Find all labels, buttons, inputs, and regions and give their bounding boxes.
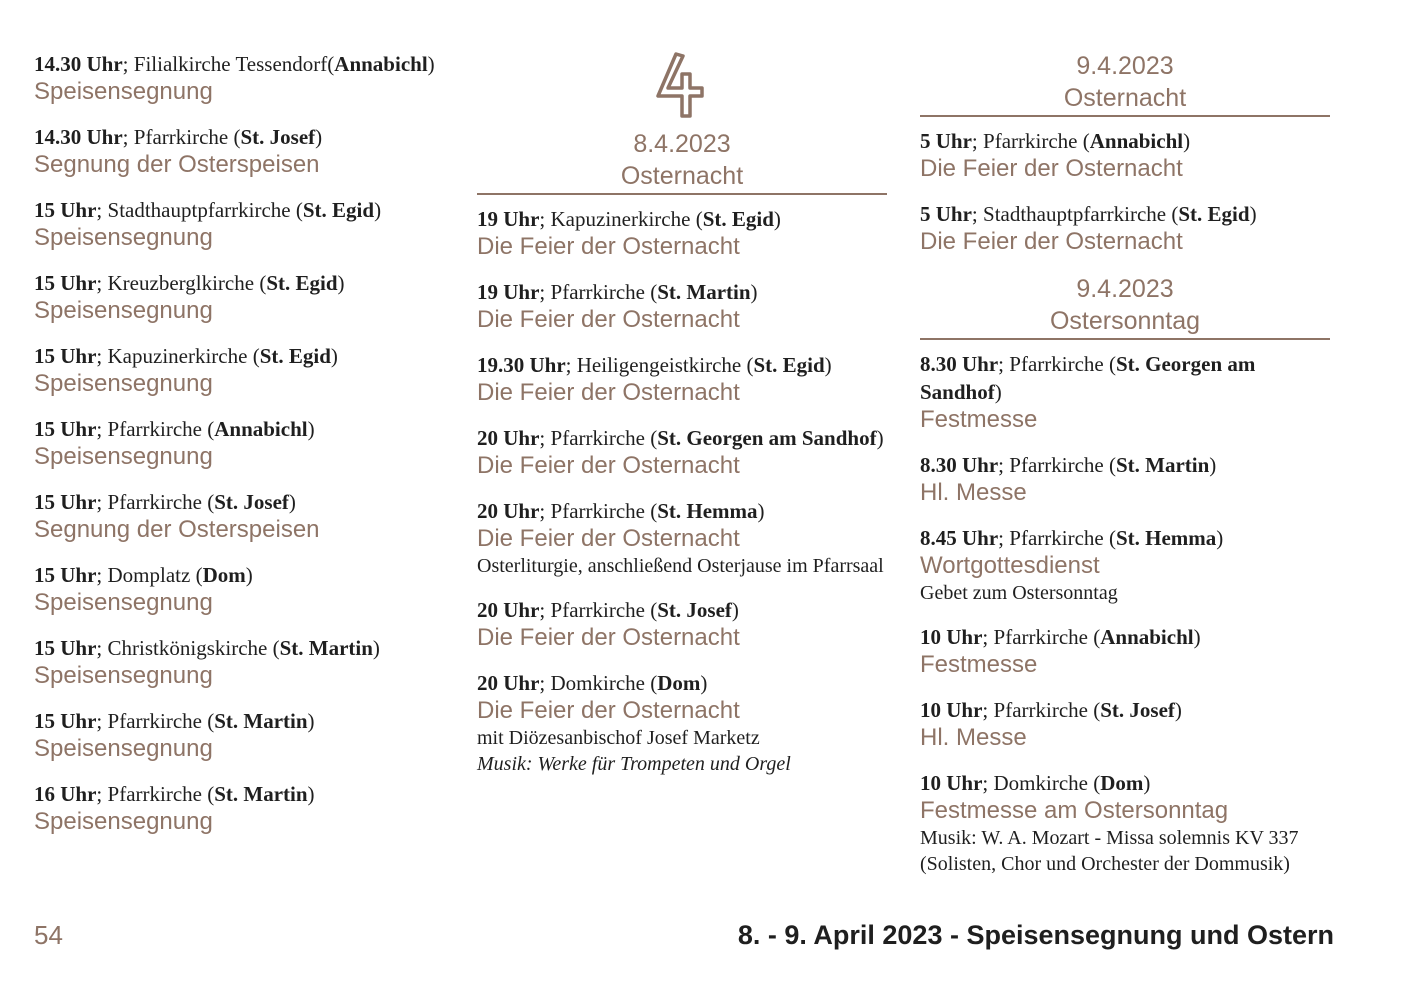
entry-separator: ; <box>122 125 134 149</box>
entry-parish: St. Martin <box>1115 453 1210 477</box>
entry-separator: ; <box>96 636 108 660</box>
entry-time: 15 Uhr <box>34 563 97 587</box>
entry-place: Pfarrkirche <box>550 499 651 523</box>
entry-parish-open: ( <box>252 344 260 368</box>
entry-parish-close: ) <box>1143 771 1151 795</box>
entry-parish-open: ( <box>295 198 303 222</box>
entry-parish: St. Georgen am Sandhof <box>920 352 1256 404</box>
entry-title: Segnung der Osterspeisen <box>34 516 320 543</box>
entry-parish-open: ( <box>746 353 754 377</box>
entry-separator: ; <box>971 129 984 153</box>
entry-parish-open: ( <box>272 636 280 660</box>
entry-info-line <box>34 342 444 370</box>
entry-parish: St. Martin <box>214 709 308 733</box>
entry-parish-open: ( <box>650 499 658 523</box>
entry-parish-close: ) <box>824 353 832 377</box>
entry-parish-open: ( <box>233 125 241 149</box>
entry-parish-close: ) <box>337 271 345 295</box>
entry-title: Speisensegnung <box>34 224 213 251</box>
entry-time: 14.30 Uhr <box>34 52 123 76</box>
entry-parish-close: ) <box>372 636 380 660</box>
entry-title: Die Feier der Osternacht <box>920 155 1183 182</box>
entry-info-line <box>34 707 444 735</box>
schedule-entry <box>920 623 1330 679</box>
entry-time: 19 Uhr <box>477 207 540 231</box>
entry-parish-open: ( <box>327 52 335 76</box>
entry-time: 20 Uhr <box>477 499 540 523</box>
heading-label: Ostersonntag <box>1049 307 1201 335</box>
entry-parish-open: ( <box>1093 771 1101 795</box>
entry-parish: St. Josef <box>214 490 289 514</box>
entry-parish-open: ( <box>259 271 267 295</box>
entry-title: Die Feier der Osternacht <box>477 525 740 552</box>
schedule-entry <box>920 127 1330 183</box>
entry-parish-open: ( <box>207 417 215 441</box>
schedule-entry <box>920 524 1330 606</box>
entry-info-line <box>477 497 887 525</box>
entry-place: Pfarrkirche <box>550 598 651 622</box>
entry-title: Segnung der Osterspeisen <box>34 151 320 178</box>
schedule-entry <box>920 200 1330 256</box>
entry-info-line <box>920 200 1330 228</box>
entry-time: 15 Uhr <box>34 417 97 441</box>
entry-parish-close: ) <box>307 782 315 806</box>
entry-parish-close: ) <box>307 709 315 733</box>
entry-place: Domkirche <box>550 671 651 695</box>
entry-title: Speisensegnung <box>34 589 213 616</box>
entry-place: Filialkirche Tessendorf <box>133 52 328 76</box>
entry-parish: St. Josef <box>657 598 732 622</box>
entry-parish: St. Egid <box>753 353 825 377</box>
cross-4-icon <box>652 50 712 122</box>
entry-time: 20 Uhr <box>477 671 540 695</box>
entry-note: Musik: W. A. Mozart - Missa solemnis KV 337 (Solisten, Chor und Orchester der Dommusik) <box>920 827 1299 875</box>
entry-info-line <box>34 196 444 224</box>
entry-place: Pfarrkirche <box>1009 352 1109 376</box>
entry-title: Speisensegnung <box>34 78 213 105</box>
entry-parish: St. Egid <box>302 198 375 222</box>
entry-parish-open: ( <box>695 207 703 231</box>
entry-place: Heiligengeistkirche <box>576 353 747 377</box>
entry-time: 10 Uhr <box>920 698 983 722</box>
entry-info-line <box>477 596 887 624</box>
entry-parish-close: ) <box>427 52 435 76</box>
entry-place: Pfarrkirche <box>550 426 651 450</box>
schedule-entry <box>34 488 444 544</box>
schedule-entry <box>477 424 887 480</box>
entry-info-line <box>920 769 1330 797</box>
entry-place: Kreuzberglkirche <box>107 271 260 295</box>
entry-info-line <box>34 50 444 78</box>
entry-separator: ; <box>96 709 108 733</box>
entry-info-line <box>34 634 444 662</box>
entry-place: Pfarrkirche <box>133 125 234 149</box>
entry-info-line <box>34 123 444 151</box>
entry-parish: St. Egid <box>702 207 774 231</box>
entry-time: 15 Uhr <box>34 490 97 514</box>
entry-separator: ; <box>96 417 108 441</box>
entry-info-line <box>477 669 887 697</box>
schedule-entry <box>34 50 444 106</box>
entry-time: 8.45 Uhr <box>920 526 999 550</box>
entry-parish-close: ) <box>245 563 253 587</box>
entry-separator: ; <box>96 563 108 587</box>
schedule-entry <box>477 278 887 334</box>
entry-title: Die Feier der Osternacht <box>477 379 740 406</box>
entry-title: Wortgottesdienst <box>920 552 1100 579</box>
entry-parish-open: ( <box>650 426 658 450</box>
entry-parish-open: ( <box>1082 129 1090 153</box>
entry-place: Kapuzinerkirche <box>107 344 253 368</box>
entry-place: Pfarrkirche <box>107 490 208 514</box>
entry-title: Speisensegnung <box>34 735 213 762</box>
entry-parish: Annabichl <box>1100 625 1194 649</box>
section-heading <box>920 273 1330 340</box>
entry-note: Osterliturgie, anschließend Osterjause im Pfarrsaal <box>477 555 884 577</box>
entry-title: Speisensegnung <box>34 808 213 835</box>
schedule-entry <box>34 415 444 471</box>
schedule-entry <box>920 769 1330 877</box>
entry-parish-close: ) <box>1193 625 1201 649</box>
column-1 <box>34 50 444 853</box>
entry-parish-close: ) <box>700 671 708 695</box>
entry-place: Pfarrkirche <box>983 129 1083 153</box>
entry-parish: Annabichl <box>214 417 308 441</box>
entry-info-line <box>920 623 1330 651</box>
entry-info-line <box>477 278 887 306</box>
entry-time: 5 Uhr <box>920 129 972 153</box>
entry-parish: Dom <box>657 671 701 695</box>
column-2-entries <box>477 205 887 777</box>
entry-title: Die Feier der Osternacht <box>477 697 740 724</box>
entry-info-line <box>920 350 1330 406</box>
entry-parish-close: ) <box>1183 129 1191 153</box>
entry-parish-close: ) <box>1174 698 1182 722</box>
entry-place: Christkönigskirche <box>107 636 273 660</box>
entry-title: Hl. Messe <box>920 724 1027 751</box>
schedule-entry <box>920 696 1330 752</box>
entry-place: Pfarrkirche <box>993 698 1094 722</box>
entry-separator: ; <box>122 52 134 76</box>
entry-title: Speisensegnung <box>34 443 213 470</box>
entry-note: Musik: Werke für Trompeten und Orgel <box>477 753 791 775</box>
entry-place: Domkirche <box>993 771 1094 795</box>
entry-parish: Dom <box>1100 771 1144 795</box>
entry-parish: St. Hemma <box>1115 526 1217 550</box>
page-number: 54 <box>34 920 63 950</box>
entry-info-line <box>34 415 444 443</box>
schedule-entry <box>34 634 444 690</box>
entry-time: 10 Uhr <box>920 771 983 795</box>
entry-parish-close: ) <box>1209 453 1217 477</box>
entry-separator: ; <box>96 198 108 222</box>
entry-time: 15 Uhr <box>34 198 97 222</box>
entry-parish-close: ) <box>876 426 884 450</box>
entry-info-line <box>34 269 444 297</box>
entry-place: Pfarrkirche <box>107 782 208 806</box>
heading-8-4-osternacht <box>477 128 887 195</box>
entry-parish-open: ( <box>1108 526 1116 550</box>
entry-title: Speisensegnung <box>34 662 213 689</box>
entry-place: Pfarrkirche <box>1009 526 1109 550</box>
entry-separator: ; <box>96 782 108 806</box>
entry-parish-close: ) <box>757 499 765 523</box>
entry-parish-open: ( <box>207 490 215 514</box>
entry-separator: ; <box>96 490 108 514</box>
entry-parish-open: ( <box>650 598 658 622</box>
entry-separator: ; <box>539 280 551 304</box>
entry-time: 15 Uhr <box>34 636 97 660</box>
entry-title: Die Feier der Osternacht <box>920 228 1183 255</box>
entry-place: Stadthauptpfarrkirche <box>983 202 1172 226</box>
entry-parish-close: ) <box>315 125 323 149</box>
entry-place: Pfarrkirche <box>107 417 208 441</box>
entry-separator: ; <box>539 598 551 622</box>
entry-info-line <box>920 127 1330 155</box>
entry-place: Pfarrkirche <box>1009 453 1109 477</box>
entry-separator: ; <box>539 426 551 450</box>
entry-place: Stadthauptpfarrkirche <box>107 198 296 222</box>
entry-title: Festmesse am Ostersonntag <box>920 797 1229 824</box>
entry-parish-open: ( <box>195 563 203 587</box>
entry-parish-close: ) <box>773 207 781 231</box>
entry-parish: Dom <box>202 563 246 587</box>
heading-date: 9.4.2023 <box>1076 52 1174 80</box>
entry-parish: St. Martin <box>214 782 308 806</box>
entry-time: 15 Uhr <box>34 271 97 295</box>
schedule-entry <box>477 351 887 407</box>
entry-time: 20 Uhr <box>477 598 540 622</box>
entry-separator: ; <box>971 202 984 226</box>
entry-title: Die Feier der Osternacht <box>477 306 740 333</box>
entry-info-line <box>477 205 887 233</box>
schedule-entry <box>477 596 887 652</box>
entry-separator: ; <box>96 271 108 295</box>
entry-place: Domplatz <box>107 563 196 587</box>
entry-parish: Annabichl <box>334 52 428 76</box>
entry-title: Festmesse <box>920 651 1038 678</box>
entry-parish: St. Martin <box>279 636 373 660</box>
entry-separator: ; <box>96 344 108 368</box>
entry-parish-open: ( <box>1108 453 1116 477</box>
entry-parish-close: ) <box>307 417 315 441</box>
entry-time: 19 Uhr <box>477 280 540 304</box>
entry-title: Hl. Messe <box>920 479 1027 506</box>
entry-parish-close: ) <box>750 280 758 304</box>
entry-info-line <box>920 696 1330 724</box>
entry-place: Pfarrkirche <box>107 709 208 733</box>
entry-parish-open: ( <box>650 280 658 304</box>
entry-title: Die Feier der Osternacht <box>477 452 740 479</box>
entry-parish-open: ( <box>1093 625 1101 649</box>
heading-date: 8.4.2023 <box>633 130 731 158</box>
entry-place: Pfarrkirche <box>550 280 651 304</box>
schedule-entry <box>34 707 444 763</box>
entry-parish-close: ) <box>330 344 338 368</box>
schedule-entry <box>34 561 444 617</box>
entry-separator: ; <box>539 671 551 695</box>
schedule-entry <box>34 780 444 836</box>
schedule-entry <box>477 669 887 777</box>
entry-title: Festmesse <box>920 406 1038 433</box>
entry-time: 5 Uhr <box>920 202 972 226</box>
entry-time: 15 Uhr <box>34 709 97 733</box>
entry-parish-close: ) <box>374 198 382 222</box>
entry-separator: ; <box>565 353 577 377</box>
entry-title: Die Feier der Osternacht <box>477 233 740 260</box>
entry-parish-close: ) <box>1216 526 1224 550</box>
entry-parish-open: ( <box>1108 352 1116 376</box>
entry-parish-open: ( <box>1171 202 1179 226</box>
entry-parish: St. Martin <box>657 280 751 304</box>
entry-parish-open: ( <box>207 782 215 806</box>
entry-parish-close: ) <box>1249 202 1257 226</box>
entry-parish: St. Georgen am Sandhof <box>657 426 877 450</box>
entry-time: 8.30 Uhr <box>920 453 999 477</box>
entry-place: Kapuzinerkirche <box>550 207 696 231</box>
entry-note: mit Diözesanbischof Josef Marketz <box>477 727 760 749</box>
entry-parish-open: ( <box>650 671 658 695</box>
entry-time: 8.30 Uhr <box>920 352 999 376</box>
schedule-entry <box>477 497 887 579</box>
heading-label: Osternacht <box>620 162 744 190</box>
entry-separator: ; <box>998 352 1010 376</box>
entry-time: 14.30 Uhr <box>34 125 123 149</box>
entry-title: Speisensegnung <box>34 370 213 397</box>
schedule-entry <box>477 205 887 261</box>
entry-separator: ; <box>982 698 994 722</box>
entry-place: Pfarrkirche <box>993 625 1094 649</box>
entry-parish-close: ) <box>288 490 296 514</box>
entry-parish: St. Hemma <box>657 499 758 523</box>
schedule-entry <box>34 196 444 252</box>
easter-cross-icon-wrap <box>477 50 887 128</box>
entry-parish: St. Egid <box>1178 202 1250 226</box>
entry-parish-close: ) <box>731 598 739 622</box>
schedule-entry <box>34 123 444 179</box>
entry-parish-open: ( <box>207 709 215 733</box>
entry-parish: Annabichl <box>1089 129 1184 153</box>
schedule-entry <box>34 269 444 325</box>
schedule-entry <box>920 350 1330 434</box>
entry-separator: ; <box>982 771 994 795</box>
entry-time: 15 Uhr <box>34 344 97 368</box>
entry-parish-close: ) <box>994 380 1002 404</box>
entry-time: 10 Uhr <box>920 625 983 649</box>
entry-info-line <box>920 451 1330 479</box>
entry-separator: ; <box>982 625 994 649</box>
entry-info-line <box>920 524 1330 552</box>
entry-time: 20 Uhr <box>477 426 540 450</box>
entry-info-line <box>34 780 444 808</box>
entry-separator: ; <box>998 453 1010 477</box>
footer-title: 8. - 9. April 2023 - Speisensegnung und Ostern <box>737 920 1334 950</box>
entry-separator: ; <box>539 499 551 523</box>
column-2 <box>477 50 887 794</box>
entry-info-line <box>477 424 887 452</box>
entry-separator: ; <box>998 526 1010 550</box>
column-3 <box>920 50 1330 894</box>
entry-title: Die Feier der Osternacht <box>477 624 740 651</box>
entry-note: Gebet zum Ostersonntag <box>920 582 1118 604</box>
heading-label: Osternacht <box>1063 84 1187 112</box>
entry-info-line <box>34 561 444 589</box>
heading-date: 9.4.2023 <box>1076 275 1174 303</box>
section-heading <box>920 50 1330 117</box>
entry-parish-open: ( <box>1093 698 1101 722</box>
entry-parish: St. Egid <box>259 344 331 368</box>
entry-info-line <box>477 351 887 379</box>
entry-parish: St. Egid <box>266 271 338 295</box>
entry-time: 16 Uhr <box>34 782 97 806</box>
entry-info-line <box>34 488 444 516</box>
schedule-entry <box>34 342 444 398</box>
entry-time: 19.30 Uhr <box>477 353 566 377</box>
entry-title: Speisensegnung <box>34 297 213 324</box>
entry-parish: St. Josef <box>1100 698 1175 722</box>
entry-parish: St. Josef <box>240 125 316 149</box>
schedule-entry <box>920 451 1330 507</box>
entry-separator: ; <box>539 207 551 231</box>
